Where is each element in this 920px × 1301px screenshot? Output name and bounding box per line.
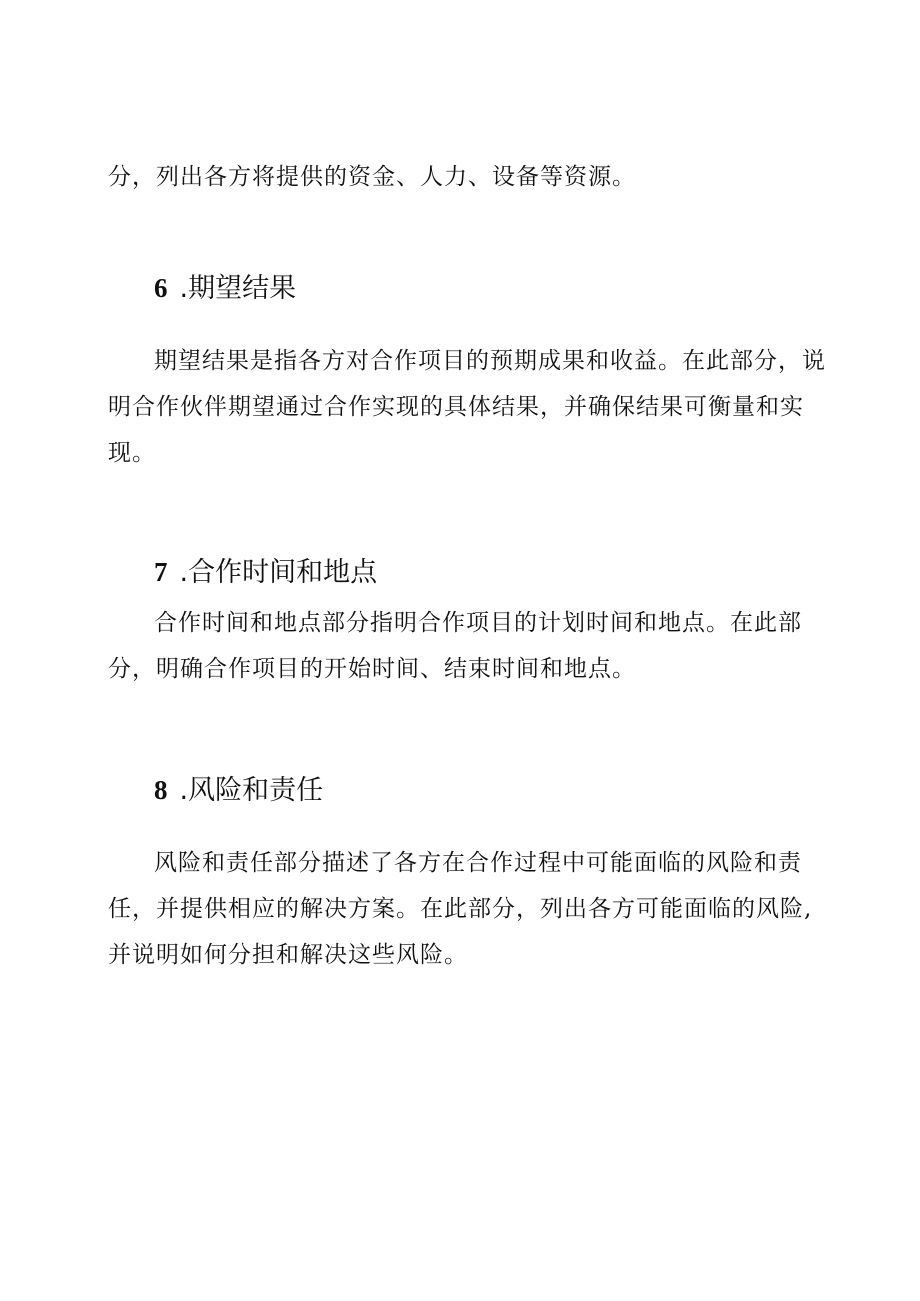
section-8-body	[108, 840, 838, 978]
section-7-number: 7	[154, 557, 168, 587]
section-6-number: 6	[154, 273, 168, 303]
section-7-text: 合作时间和地点部分指明合作项目的计划时间和地点。在此部分，明确合作项目的开始时间、结束时间和地点。	[108, 610, 802, 682]
continuation-paragraph	[108, 154, 838, 200]
section-6-title: .期望结果	[179, 273, 297, 304]
section-8-text: 风险和责任部分描述了各方在合作过程中可能面临的风险和责任，并提供相应的解决方案。在此部分，列出各方可能面临的风险, 并说明如何分担和解决这些风险。	[108, 850, 813, 968]
section-6-body	[108, 338, 838, 476]
section-7-heading	[154, 550, 377, 589]
section-7-title: .合作时间和地点	[179, 557, 378, 588]
section-7-body	[108, 600, 838, 692]
section-6-text: 期望结果是指各方对合作项目的预期成果和收益。在此部分，说明合作伙伴期望通过合作实现的具体结果，并确保结果可衡量和实现。	[108, 348, 826, 466]
section-8-heading	[154, 768, 323, 807]
continuation-text: 分，列出各方将提供的资金、人力、设备等资源。	[108, 164, 636, 190]
section-8-title: .风险和责任	[179, 775, 324, 806]
section-6-heading	[154, 266, 296, 305]
section-8-number: 8	[154, 775, 168, 805]
